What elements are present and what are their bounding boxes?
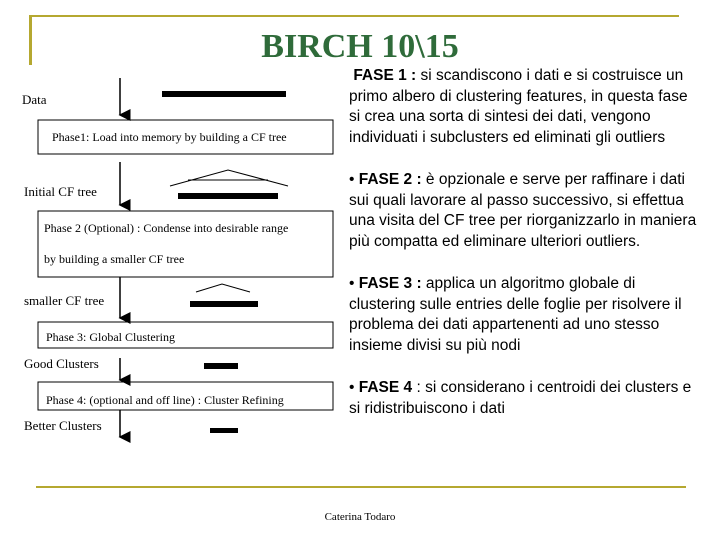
label-phase3: Phase 3: Global Clustering xyxy=(46,330,175,344)
label-smaller-cf-tree: smaller CF tree xyxy=(24,293,105,308)
birch-flow-diagram xyxy=(0,70,340,450)
phase4-label: FASE 4 xyxy=(358,379,413,396)
phase3-label: FASE 3 : xyxy=(358,275,422,292)
phase4-text: : si considerano i centroidi dei clusters e si ridistribuiscono i dati xyxy=(349,379,692,417)
label-initial-cf-tree: Initial CF tree xyxy=(24,184,97,199)
phase3-paragraph: • FASE 3 : applica un algoritmo globale di clustering sulle entries delle foglie per risolvere il problema dei dati appartenenti ad uno stesso insieme divisi su più nodi xyxy=(349,275,682,354)
phase2-label: FASE 2 : xyxy=(358,171,422,188)
data-bar xyxy=(162,91,286,97)
label-better-clusters: Better Clusters xyxy=(24,418,102,433)
smaller-cf-tree-bar xyxy=(190,301,258,307)
label-good-clusters: Good Clusters xyxy=(24,356,99,371)
smaller-cf-tree-roof xyxy=(196,284,250,292)
label-data: Data xyxy=(22,92,47,107)
phase-descriptions xyxy=(349,66,699,441)
initial-cf-tree-bar xyxy=(178,193,278,199)
phase2-paragraph: • FASE 2 : è opzionale e serve per raffinare i dati sui quali lavorare al passo successivo, si effettua una visita del CF tree per riorganizzarlo in maniera più compatta ed eliminare ulteriori outliers. xyxy=(349,171,697,250)
label-phase2-line1: Phase 2 (Optional) : Condense into desirable range xyxy=(44,221,289,235)
phase1-paragraph xyxy=(349,66,699,148)
initial-cf-tree-roof xyxy=(170,170,288,186)
good-clusters-bar xyxy=(204,363,238,369)
phase4-paragraph: • FASE 4 : si considerano i centroidi dei clusters e si ridistribuiscono i dati xyxy=(349,379,692,417)
label-phase2-line2: by building a smaller CF tree xyxy=(44,252,185,266)
label-phase1: Phase1: Load into memory by building a CF tree xyxy=(52,130,287,144)
bottom-rule xyxy=(36,486,686,488)
top-rule xyxy=(29,15,679,17)
better-clusters-bar xyxy=(210,428,238,433)
phase2-text: è opzionale e serve per raffinare i dati sui quali lavorare al passo successivo, si effettua una visita del CF tree per riorganizzarlo in maniera più compatta ed eliminare ulteriori outliers. xyxy=(349,171,697,250)
author-footer: Caterina Todaro xyxy=(324,511,396,523)
phase1-text: si scandiscono i dati e si costruisce un primo albero di clustering features, in questa fase si crea una sorta di sintesi dei dati, vengono individuati i subclusters ed eliminati gli outliers xyxy=(349,67,688,146)
slide-title: BIRCH 10\15 xyxy=(261,28,459,65)
phase1-label: FASE 1 : xyxy=(353,67,417,84)
label-phase4: Phase 4: (optional and off line) : Cluster Refining xyxy=(46,393,284,407)
phase3-text: applica un algoritmo globale di clustering sulle entries delle foglie per risolvere il problema dei dati appartenenti ad uno stesso insieme divisi su più nodi xyxy=(349,275,682,354)
